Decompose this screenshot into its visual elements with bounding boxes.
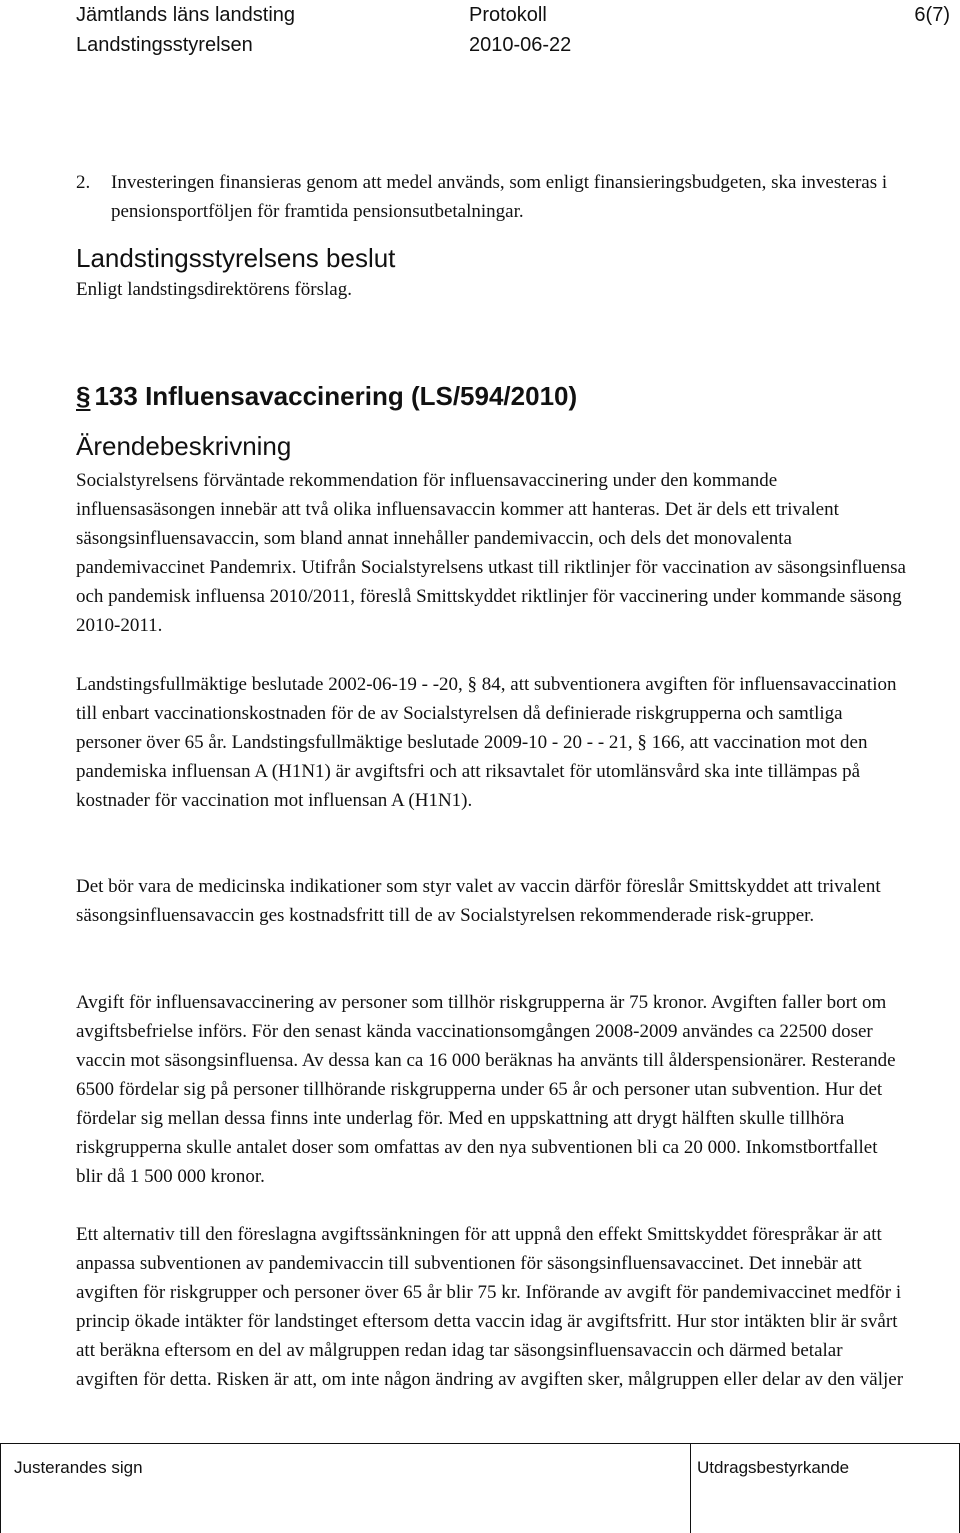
footer-divider-middle bbox=[690, 1443, 691, 1533]
list-item-text: Investeringen finansieras genom att medel används, som enligt finansieringsbudgeten, ska investeras i pensionsportföljen för framtida pensionsutbetalningar. bbox=[111, 172, 888, 222]
list-item-number: 2. bbox=[76, 172, 91, 193]
paragraph-text: Ett alternativ till den föreslagna avgiftssänkningen för att uppnå den effekt Smittskyddet förespråkar är att anpassa subventionen av pandemivaccin till subventionen för säsongsinfluensavaccinet. Det innebär att avgiften för riskgrupper och personer över 65 år blir 75 kr. Införande av avgift för pandemivaccinet medför i princip ökade intäkter för landstinget eftersom detta vaccin idag är avgiftsfritt. Hur stor intäkten blir är svårt att beräkna eftersom en del av målgruppen redan idag tar säsongsinfluensavaccin och därmed betalar avgiften för detta. Risken är att, om inte någon ändring av avgiften sker, målgruppen eller delar av den väljer bbox=[76, 1224, 904, 1390]
item-title bbox=[76, 376, 577, 416]
document-type: Protokoll bbox=[469, 4, 547, 26]
list-item bbox=[76, 168, 896, 226]
paragraph-text: Socialstyrelsens förväntade rekommendation för influensavaccinering under den kommande influensasäsongen innebär att två olika influensavaccin kommer att hanteras. Det är dels ett trivalent säsongsinfluensavaccin, som bland annat innehåller pandemivaccin, och dels det monovalenta pandemivaccinet Pandemrix. Utifrån Socialstyrelsens utkast till riktlinjer för vaccination av säsongsinfluensa och pandemisk influensa 2010/2011, föreslå Smittskyddet riktlinjer för vaccinering under kommande säsong 2010-2011. bbox=[76, 470, 906, 636]
paragraph-text: Landstingsfullmäktige beslutade 2002-06-19 - -20, § 84, att subventionera avgiften för influensavaccination till enbart vaccinationskostnaden för de av Socialstyrelsen då definierade riskgrupperna och samtliga personer över 65 år. Landstingsfullmäktige beslutade 2009-10 - 20 - - 21, § 166, att vaccination mot den pandemiska influensan A (H1N1) är avgiftsfri och att riksavtalet för utomlänsvård ska inte tillämpas på kostnader för vaccination mot influensan A (H1N1). bbox=[76, 674, 897, 811]
organization-name: Jämtlands läns landsting bbox=[76, 4, 296, 26]
paragraph-4 bbox=[76, 988, 906, 1191]
document-date: 2010-06-22 bbox=[469, 34, 572, 56]
paragraph-2 bbox=[76, 670, 906, 815]
decision-text: Enligt landstingsdirektörens förslag. bbox=[76, 279, 352, 300]
certification-label: Utdragsbestyrkande bbox=[697, 1458, 850, 1477]
adjuster-sign-label: Justerandes sign bbox=[14, 1458, 143, 1477]
paragraph-text: Avgift för influensavaccinering av personer som tillhör riskgrupperna är 75 kronor. Avgiften faller bort om avgiftsbefrielse införs. För den senast kända vaccinationsomgången 2008-2009 användes ca 22500 doser vaccin mot säsongsinfluensa. Av dessa kan ca 16 000 beräknas ha använts till ålderspensionärer. Resterande 6500 fördelar sig på personer tillhörande riskgrupperna under 65 år och personer utan subvention. Hur det fördelar sig mellan dessa finns inte underlag för. Med en uppskattning att drygt hälften skulle tillhöra riskgrupperna skulle antalet doser som omfattas av den nya subventionen bli ca 20 000. Inkomstbortfallet blir då 1 500 000 kronor. bbox=[76, 992, 896, 1187]
page-number: 6(7) bbox=[914, 4, 950, 26]
section-symbol: § bbox=[76, 381, 91, 411]
paragraph-text: Det bör vara de medicinska indikationer som styr valet av vaccin därför föreslår Smittskyddet att trivalent säsongsinfluensavaccin ges kostnadsfritt till de av Socialstyrelsen rekommenderade risk-grupper. bbox=[76, 876, 881, 926]
footer-rule bbox=[0, 1443, 960, 1444]
footer-divider-left bbox=[0, 1443, 1, 1533]
paragraph-5 bbox=[76, 1220, 906, 1394]
item-title-text: 133 Influensavaccinering (LS/594/2010) bbox=[94, 381, 578, 411]
decision-heading: Landstingsstyrelsens beslut bbox=[76, 243, 396, 273]
description-heading: Ärendebeskrivning bbox=[76, 431, 292, 461]
board-name: Landstingsstyrelsen bbox=[76, 34, 253, 56]
paragraph-3 bbox=[76, 872, 906, 930]
paragraph-1 bbox=[76, 466, 906, 640]
